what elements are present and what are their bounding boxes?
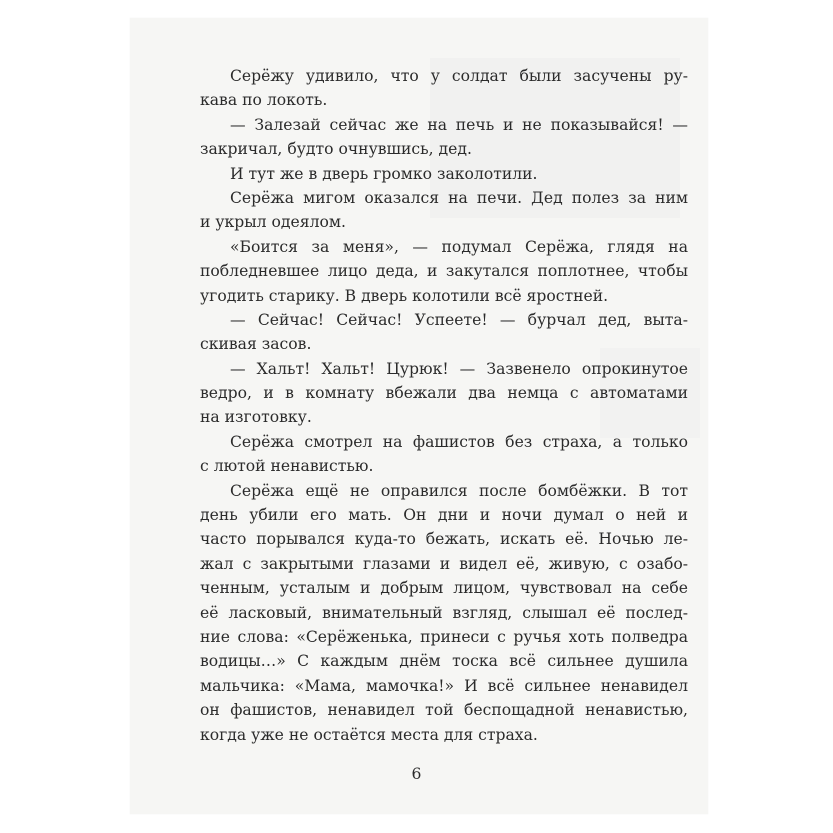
text-line: ние слова: «Серёженька, принеси с ручья хоть полведра bbox=[200, 627, 688, 646]
page-number: 6 bbox=[411, 765, 422, 783]
text-line: — Залезай сейчас же на печь и не показывайся! — bbox=[230, 115, 688, 134]
text-line: мальчика: «Мама, мамочка!» И всё сильнее ненавидел bbox=[200, 676, 688, 695]
text-line: день убили его мать. Он дни и ночи думал о ней и bbox=[200, 506, 688, 525]
text-line: Серёжу удивило, что у солдат были засучены ру- bbox=[230, 67, 688, 85]
text-line: жал с закрытыми глазами и видел её, живую, с озабо- bbox=[200, 554, 688, 573]
text-line: — Сейчас! Сейчас! Успеете! — бурчал дед, выта- bbox=[230, 310, 688, 329]
text-line: «Боится за меня», — подумал Серёжа, глядя на bbox=[230, 237, 688, 256]
text-line: на изготовку. bbox=[200, 408, 312, 427]
text-line: когда уже не остаётся места для страха. bbox=[200, 725, 538, 744]
text-line: ведро, и в комнату вбежали два немца с автоматами bbox=[200, 384, 688, 403]
text-line: он фашистов, ненавидел той беспощадной ненавистью, bbox=[200, 701, 688, 720]
text-line: её ласковый, внимательный взгляд, слышал её послед- bbox=[200, 603, 688, 622]
text-line: водицы…» С каждым днём тоска всё сильнее душила bbox=[200, 652, 688, 671]
text-line: скивая засов. bbox=[200, 335, 312, 354]
text-line: Серёжа ещё не оправился после бомбёжки. В тот bbox=[230, 481, 688, 500]
text-line: кава по локоть. bbox=[200, 91, 328, 110]
text-line: с лютой ненавистью. bbox=[200, 457, 374, 476]
text-line: — Хальт! Хальт! Цурюк! — Зазвенело опрокинутое bbox=[230, 359, 688, 378]
text-line: закричал, будто очнувшись, дед. bbox=[200, 140, 472, 159]
text-line: угодить старику. В дверь колотили всё яростней. bbox=[200, 286, 609, 305]
text-line: и укрыл одеялом. bbox=[200, 213, 346, 232]
text-line: побледневшее лицо деда, и закутался поплотнее, чтобы bbox=[200, 262, 688, 281]
text-line: Серёжа смотрел на фашистов без страха, а только bbox=[230, 432, 688, 451]
text-line: Серёжа мигом оказался на печи. Дед полез за ним bbox=[230, 188, 688, 207]
text-line: ченным, усталым и добрым лицом, чувствовал на себе bbox=[200, 579, 688, 598]
body-text bbox=[200, 64, 688, 747]
text-line: И тут же в дверь громко заколотили. bbox=[230, 164, 538, 183]
text-line: часто порывался куда-то бежать, искать её. Ночью ле- bbox=[200, 530, 688, 549]
